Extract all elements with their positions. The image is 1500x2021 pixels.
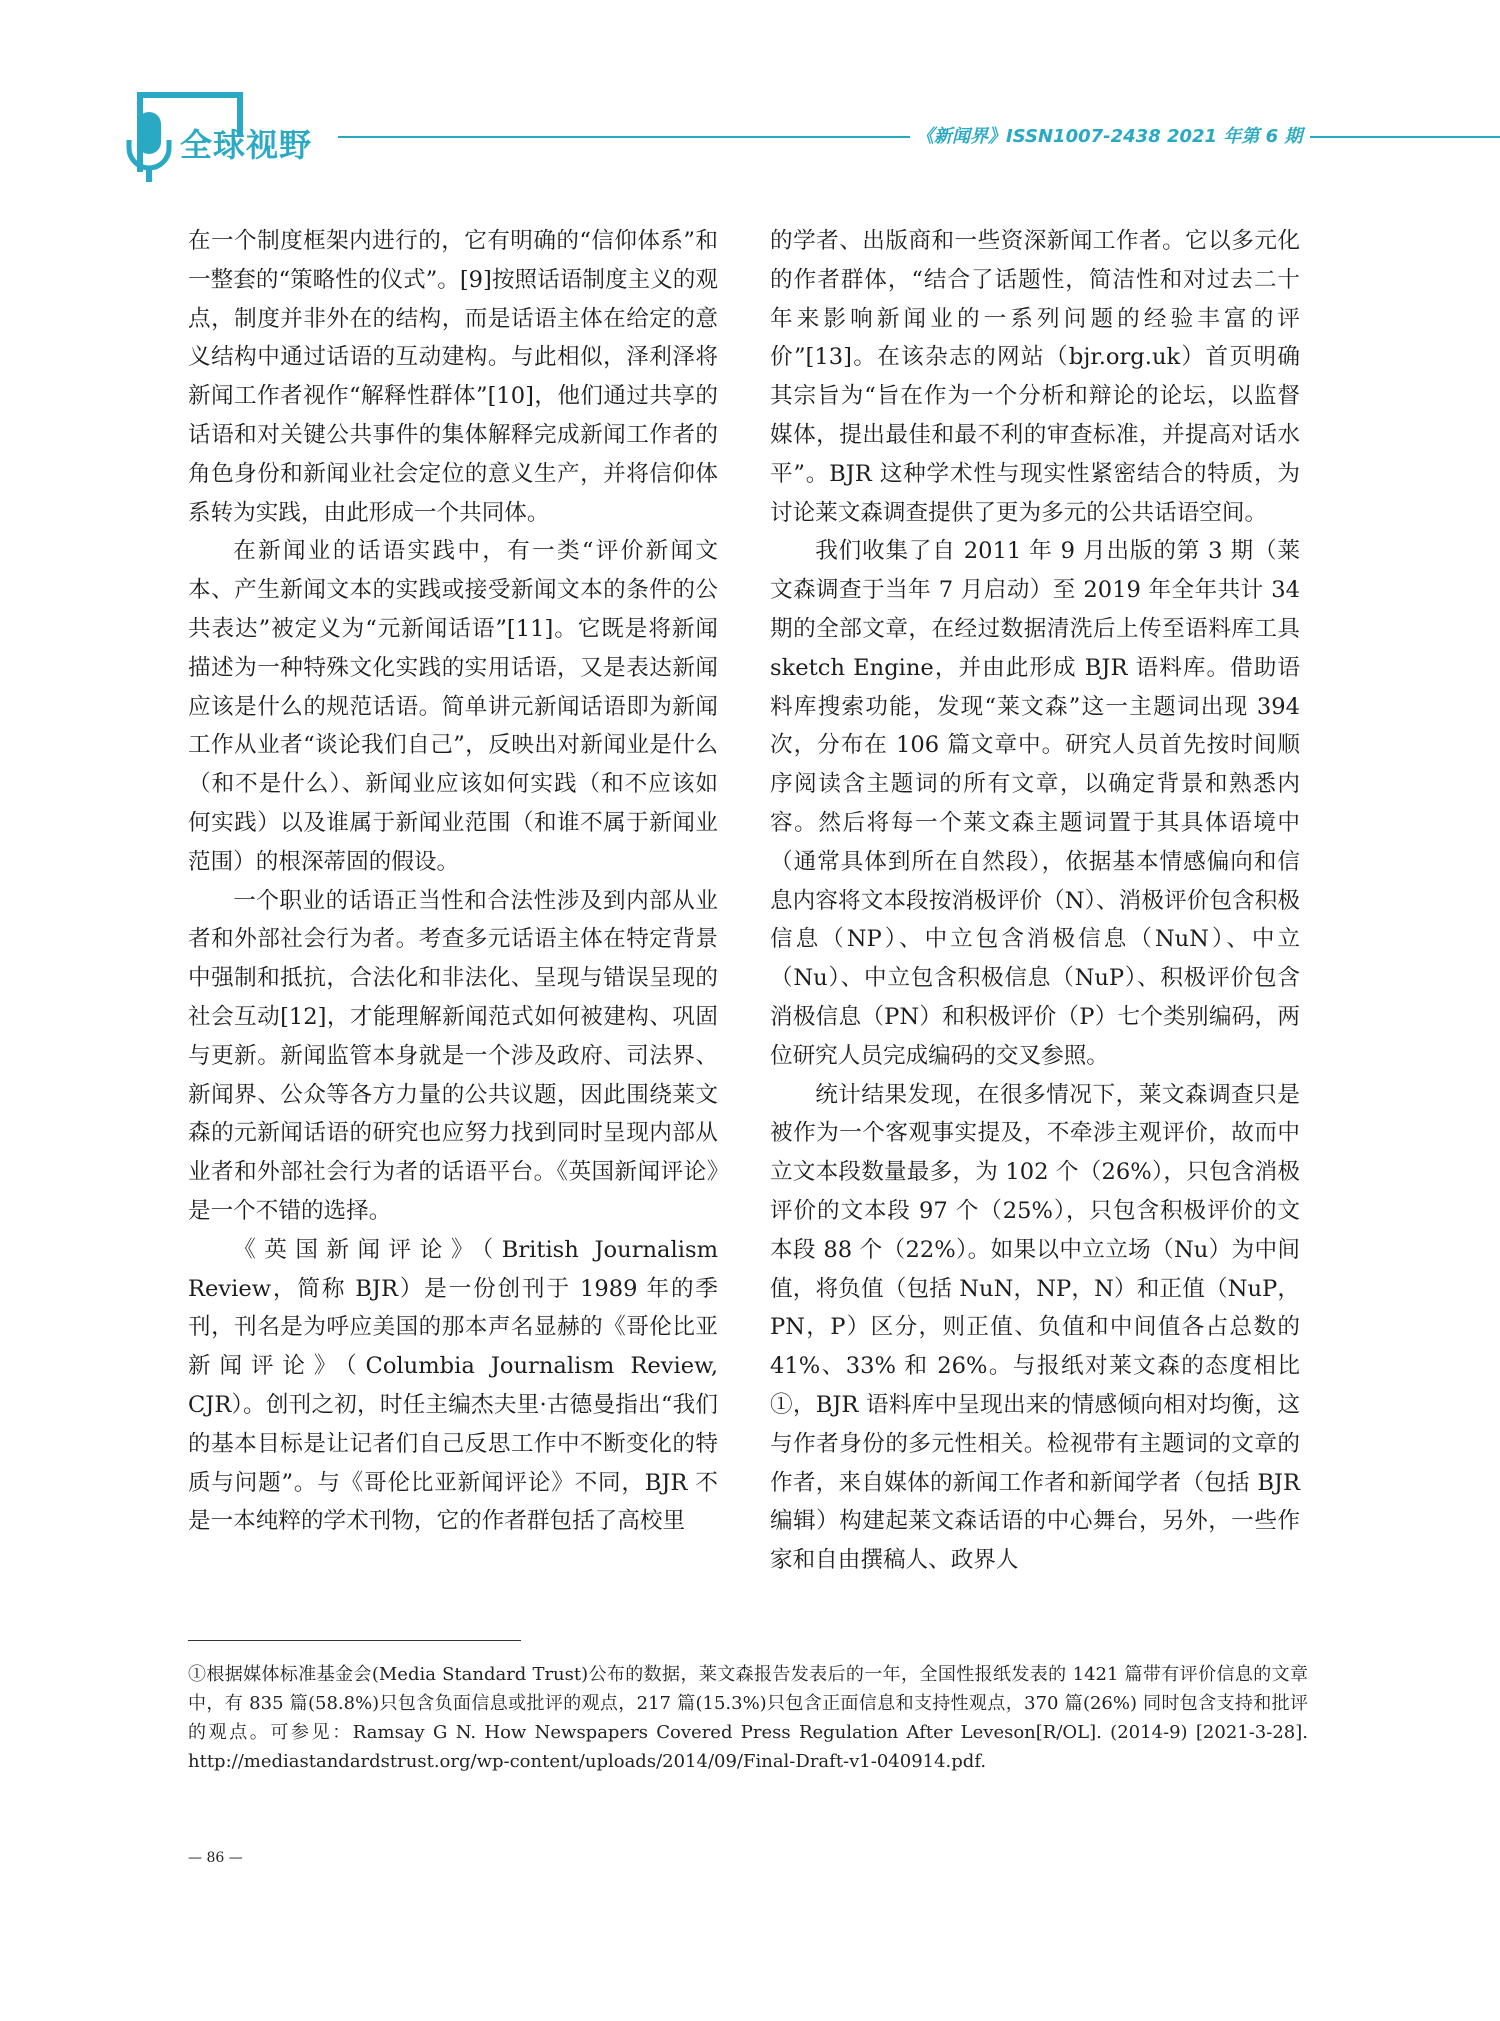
- page-number: — 86 —: [188, 1850, 243, 1866]
- journal-info: 《新闻界》ISSN1007-2438 2021 年第 6 期: [916, 126, 1303, 147]
- section-title: 全球视野: [180, 126, 313, 164]
- header-rule-left: [338, 136, 910, 138]
- paragraph: 的学者、出版商和一些资深新闻工作者。它以多元化的作者群体，“结合了话题性，简洁性和对过去二十年来影响新闻业的一系列问题的经验丰富的评价”[13]。在该杂志的网站（bjr.org.uk）首页明确其宗旨为“旨在作为一个分析和辩论的论坛，以监督媒体，提出最佳和最不利的审查标准，并提高对话水平”。BJR 这种学术性与现实性紧密结合的特质，为讨论莱文森调查提供了更为多元的公共话语空间。: [770, 228, 1300, 526]
- paragraph: 我们收集了自 2011 年 9 月出版的第 3 期（莱文森调查于当年 7 月启动）至 2019 年全年共计 34 期的全部文章，在经过数据清洗后上传至语料库工具 sketch Engine，并由此形成 BJR 语料库。借助语料库搜索功能，发现“莱文森”这一主题词出现 394 次，分布在 106 篇文章中。研究人员首先按时间顺序阅读含主题词的所有文章，以确定背景和熟悉内容。然后将每一个莱文森主题词置于其具体语境中（通常具体到所在自然段），依据基本情感偏向和信息内容将文本段按消极评价（N）、消极评价包含积极信息（NP）、中立包含消极信息（NuN）、中立（Nu）、中立包含积极信息（NuP）、积极评价包含消极信息（PN）和积极评价（P）七个类别编码，两位研究人员完成编码的交叉参照。: [770, 538, 1300, 1069]
- paragraph: 统计结果发现，在很多情况下，莱文森调查只是被作为一个客观事实提及，不牵涉主观评价，故而中立文本段数量最多，为 102 个（26%），只包含消极评价的文本段 97 个（25%），只包含积极评价的文本段 88 个（22%）。如果以中立立场（Nu）为中间值，将负值（包括 NuN，NP，N）和正值（NuP，PN，P）区分，则正值、负值和中间值各占总数的 41%、33% 和 26%。与报纸对莱文森的态度相比①，BJR 语料库中呈现出来的情感倾向相对均衡，这与作者身份的多元性相关。检视带有主题词的文章的作者，来自媒体的新闻工作者和新闻学者（包括 BJR 编辑）构建起莱文森话语的中心舞台，另外，一些作家和自由撰稿人、政界人: [770, 1081, 1300, 1574]
- microphone-icon: [125, 110, 173, 186]
- footnote: ①根据媒体标准基金会(Media Standard Trust)公布的数据，莱文森报告发表后的一年，全国性报纸发表的 1421 篇带有评价信息的文章中，有 835 篇(58.8%)只包含负面信息或批评的观点，217 篇(15.3%)只包含正面信息和支持性观点，370 篇(26%) 同时包含支持和批评的观点。可参见：Ramsay G N. How Newspapers Covered Press Regulation After Leveson[R/OL]. (2014-9) [2021-3-28]. http://mediastandardstrust.org/wp-content/uploads/2014/09/Final-Draft-v1-040914.pdf.: [188, 1664, 1308, 1772]
- right-column: [770, 222, 1300, 1580]
- paragraph: 在一个制度框架内进行的，它有明确的“信仰体系”和一整套的“策略性的仪式”。[9]按照话语制度主义的观点，制度并非外在的结构，而是话语主体在给定的意义结构中通过话语的互动建构。与此相似，泽利泽将新闻工作者视作“解释性群体”[10]，他们通过共享的话语和对关键公共事件的集体解释完成新闻工作者的角色身份和新闻业社会定位的意义生产，并将信仰体系转为实践，由此形成一个共同体。: [188, 228, 718, 526]
- section-logo: [125, 86, 345, 186]
- paragraph: 在新闻业的话语实践中，有一类“评价新闻文本、产生新闻文本的实践或接受新闻文本的条件的公共表达”被定义为“元新闻话语”[11]。它既是将新闻描述为一种特殊文化实践的实用话语，又是表达新闻应该是什么的规范话语。简单讲元新闻话语即为新闻工作从业者“谈论我们自己”，反映出对新闻业是什么（和不是什么）、新闻业应该如何实践（和不应该如何实践）以及谁属于新闻业范围（和谁不属于新闻业范围）的根深蒂固的假设。: [188, 538, 718, 875]
- left-column: [188, 222, 718, 1541]
- footnote-rule: [188, 1640, 521, 1641]
- header-rule-right: [1310, 136, 1500, 138]
- paragraph: 一个职业的话语正当性和合法性涉及到内部从业者和外部社会行为者。考查多元话语主体在特定背景中强制和抵抗，合法化和非法化、呈现与错误呈现的社会互动[12]，才能理解新闻范式如何被建构、巩固与更新。新闻监管本身就是一个涉及政府、司法界、新闻界、公众等各方力量的公共议题，因此围绕莱文森的元新闻话语的研究也应努力找到同时呈现内部从业者和外部社会行为者的话语平台。《英国新闻评论》是一个不错的选择。: [188, 887, 718, 1224]
- paragraph: 《英国新闻评论》（British Journalism Review，简称 BJR）是一份创刊于 1989 年的季刊，刊名是为呼应美国的那本声名显赫的《哥伦比亚新闻评论》（Columbia Journalism Review, CJR）。创刊之初，时任主编杰夫里·古德曼指出“我们的基本目标是让记者们自己反思工作中不断变化的特质与问题”。与《哥伦比亚新闻评论》不同，BJR 不是一本纯粹的学术刊物，它的作者群包括了高校里: [188, 1236, 718, 1535]
